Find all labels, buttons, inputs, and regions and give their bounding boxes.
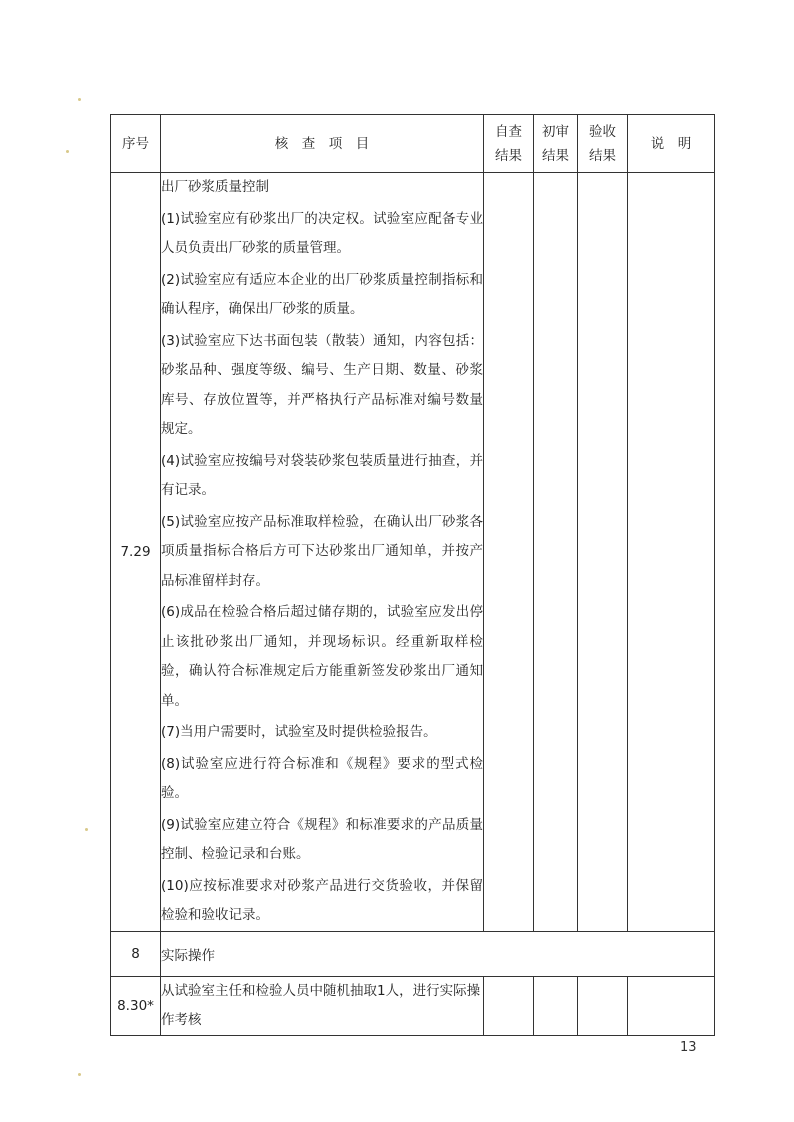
row-seq: 7.29 <box>111 173 161 932</box>
row-content: 从试验室主任和检验人员中随机抽取1人，进行实际操作考核 <box>161 976 484 1035</box>
initial-review-cell <box>534 976 578 1035</box>
list-item: (5)试验室应按产品标准取样检验，在确认出厂砂浆各项质量指标合格后方可下达砂浆出厂通知单，并按产品标准留样封存。 <box>161 513 483 589</box>
initial-review-cell <box>534 173 578 932</box>
header-initial-review <box>534 115 578 173</box>
list-item: (10)应按标准要求对砂浆产品进行交货验收，并保留检验和验收记录。 <box>161 877 483 923</box>
scan-speck <box>78 98 81 101</box>
list-item: (4)试验室应按编号对袋装砂浆包装质量进行抽查，并有记录。 <box>161 452 483 498</box>
list-item: (8)试验室应进行符合标准和《规程》要求的型式检验。 <box>161 755 483 801</box>
self-check-cell <box>484 173 534 932</box>
section-seq: 8 <box>111 931 161 976</box>
header-self-check-line1: 自查 <box>495 123 522 140</box>
list-item: (7)当用户需要时，试验室及时提供检验报告。 <box>161 724 437 740</box>
section-row <box>111 931 715 976</box>
header-row <box>111 115 715 173</box>
header-acceptance <box>578 115 628 173</box>
scan-speck <box>66 150 69 153</box>
acceptance-cell <box>578 976 628 1035</box>
table-row <box>111 976 715 1035</box>
remarks-cell <box>628 976 715 1035</box>
list-item: (6)成品在检验合格后超过储存期的，试验室应发出停止该批砂浆出厂通知，并现场标识。经重新取样检验，确认符合标准规定后方能重新签发砂浆出厂通知单。 <box>161 604 483 709</box>
table-row <box>111 173 715 932</box>
list-item: (2)试验室应有适应本企业的出厂砂浆质量控制指标和确认程序，确保出厂砂浆的质量。 <box>161 271 483 317</box>
list-item: (3)试验室应下达书面包装（散装）通知，内容包括：砂浆品种、强度等级、编号、生产日期、数量、砂浆库号、存放位置等，并严格执行产品标准对编号数量规定。 <box>161 332 483 437</box>
section-title: 实际操作 <box>161 931 715 976</box>
header-self-check-line2: 结果 <box>495 147 522 164</box>
row-content <box>161 173 484 932</box>
acceptance-cell <box>578 173 628 932</box>
header-seq: 序号 <box>111 115 161 173</box>
list-item: (1)试验室应有砂浆出厂的决定权。试验室应配备专业人员负责出厂砂浆的质量管理。 <box>161 210 483 256</box>
row-title: 出厂砂浆质量控制 <box>161 179 269 195</box>
scan-speck <box>78 1073 81 1076</box>
list-item: (9)试验室应建立符合《规程》和标准要求的产品质量控制、检验记录和台账。 <box>161 816 483 862</box>
row-seq: 8.30* <box>111 976 161 1035</box>
inspection-table <box>110 114 715 1036</box>
remarks-cell <box>628 173 715 932</box>
page-number: 13 <box>680 1040 697 1055</box>
scan-speck <box>85 828 88 831</box>
header-initial-review-line1: 初审 <box>542 123 569 140</box>
header-remarks: 说 明 <box>628 115 715 173</box>
header-initial-review-line2: 结果 <box>542 147 569 164</box>
header-acceptance-line2: 结果 <box>589 147 616 164</box>
self-check-cell <box>484 976 534 1035</box>
header-check-item: 核 查 项 目 <box>161 115 484 173</box>
header-acceptance-line1: 验收 <box>589 123 616 140</box>
header-self-check <box>484 115 534 173</box>
